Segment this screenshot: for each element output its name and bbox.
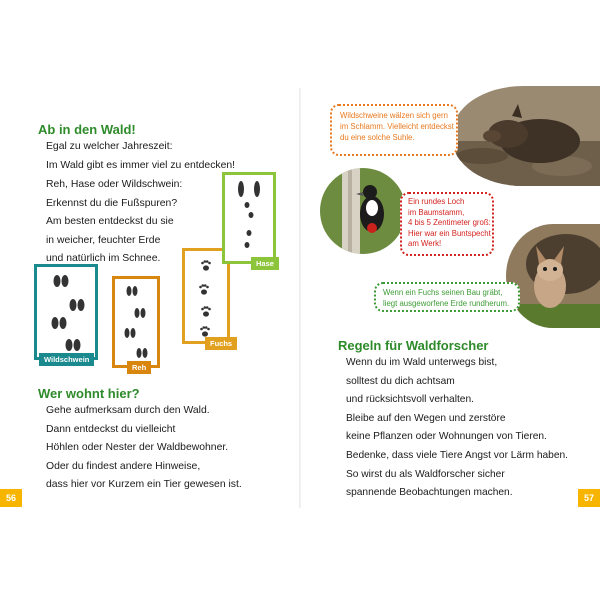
heading-ab-in-den-wald: Ab in den Wald! bbox=[38, 122, 136, 137]
bubble-line: im Schlamm. Vielleicht entdeckst bbox=[340, 122, 454, 131]
residents-line: dass hier vor Kurzem ein Tier gewesen ist. bbox=[46, 479, 242, 491]
heading-regeln-fuer-waldforscher: Regeln für Waldforscher bbox=[338, 338, 489, 353]
card-label-reh: Reh bbox=[127, 361, 151, 374]
residents-line: Oder du findest andere Hinweise, bbox=[46, 460, 201, 472]
residents-paragraph bbox=[46, 402, 242, 495]
woodpecker-image bbox=[320, 168, 406, 254]
bubble-line: Ein rundes Loch bbox=[408, 197, 465, 206]
rules-line: spannende Beobachtungen machen. bbox=[346, 487, 513, 499]
rules-line: Bedenke, dass viele Tiere Angst vor Lärm haben. bbox=[346, 449, 568, 461]
rules-line: und rücksichtsvoll verhalten. bbox=[346, 394, 474, 406]
intro-line: Im Wald gibt es immer viel zu entdecken! bbox=[46, 159, 236, 171]
heading-wer-wohnt-hier: Wer wohnt hier? bbox=[38, 386, 140, 401]
rules-line: keine Pflanzen oder Wohnungen von Tieren. bbox=[346, 431, 547, 443]
bubble-line: am Werk! bbox=[408, 239, 442, 249]
bubble-line: im Baumstamm, bbox=[408, 207, 465, 217]
bubble-line: Hier war ein Buntspecht bbox=[408, 228, 491, 238]
deer-tracks-icon bbox=[115, 279, 157, 365]
residents-line: Dann entdeckst du vielleicht bbox=[46, 423, 176, 435]
track-card-wildschwein bbox=[34, 264, 98, 364]
fox-image bbox=[506, 224, 600, 328]
bubble-line: 4 bis 5 Zentimeter groß: bbox=[408, 218, 491, 228]
bubble-line: Wenn ein Fuchs seinen Bau gräbt, bbox=[383, 288, 503, 297]
woodpecker-photo bbox=[320, 168, 406, 254]
rules-line: So wirst du als Waldforscher sicher bbox=[346, 468, 505, 480]
intro-line: Egal zu welcher Jahreszeit: bbox=[46, 141, 173, 152]
book-gutter bbox=[299, 88, 301, 508]
rules-paragraph bbox=[346, 354, 568, 503]
rules-line: solltest du dich achtsam bbox=[346, 375, 455, 387]
tracks-line: Am besten entdeckst du sie bbox=[46, 216, 174, 228]
page-number-left: 56 bbox=[0, 489, 22, 507]
page-number-right: 57 bbox=[578, 489, 600, 507]
wild-boar-photo bbox=[452, 86, 600, 186]
fox-tracks-icon bbox=[185, 251, 227, 341]
residents-line: Gehe aufmerksam durch den Wald. bbox=[46, 405, 210, 416]
fox-speech-bubble bbox=[374, 282, 520, 312]
track-card-reh bbox=[112, 276, 160, 372]
bubble-line: du eine solche Suhle. bbox=[340, 133, 415, 142]
rules-line: Wenn du im Wald unterwegs bist, bbox=[346, 357, 498, 368]
tracks-line: Reh, Hase oder Wildschwein: bbox=[46, 179, 183, 190]
rules-line: Bleibe auf den Wegen und zerstöre bbox=[346, 412, 506, 424]
tracks-paragraph bbox=[46, 176, 182, 269]
bubble-line: Wildschweine wälzen sich gern bbox=[340, 111, 448, 120]
intro-paragraph bbox=[46, 138, 235, 175]
tracks-line: Erkennst du die Fußspuren? bbox=[46, 197, 178, 209]
track-card-hase bbox=[222, 172, 276, 268]
hare-tracks-icon bbox=[225, 175, 273, 261]
boar-tracks-icon bbox=[37, 267, 95, 357]
boar-speech-bubble bbox=[330, 104, 458, 156]
residents-line: Höhlen oder Nester der Waldbewohner. bbox=[46, 442, 229, 454]
card-label-wildschwein: Wildschwein bbox=[39, 353, 94, 366]
tracks-line: und natürlich im Schnee. bbox=[46, 253, 161, 265]
card-label-fuchs: Fuchs bbox=[205, 337, 237, 350]
card-label-hase: Hase bbox=[251, 257, 279, 270]
woodpecker-speech-bubble bbox=[400, 192, 494, 256]
bubble-line: liegt ausgeworfene Erde rundherum. bbox=[383, 299, 510, 308]
fox-photo bbox=[506, 224, 600, 328]
wild-boar-image bbox=[452, 86, 600, 186]
tracks-line: in weicher, feuchter Erde bbox=[46, 234, 161, 246]
